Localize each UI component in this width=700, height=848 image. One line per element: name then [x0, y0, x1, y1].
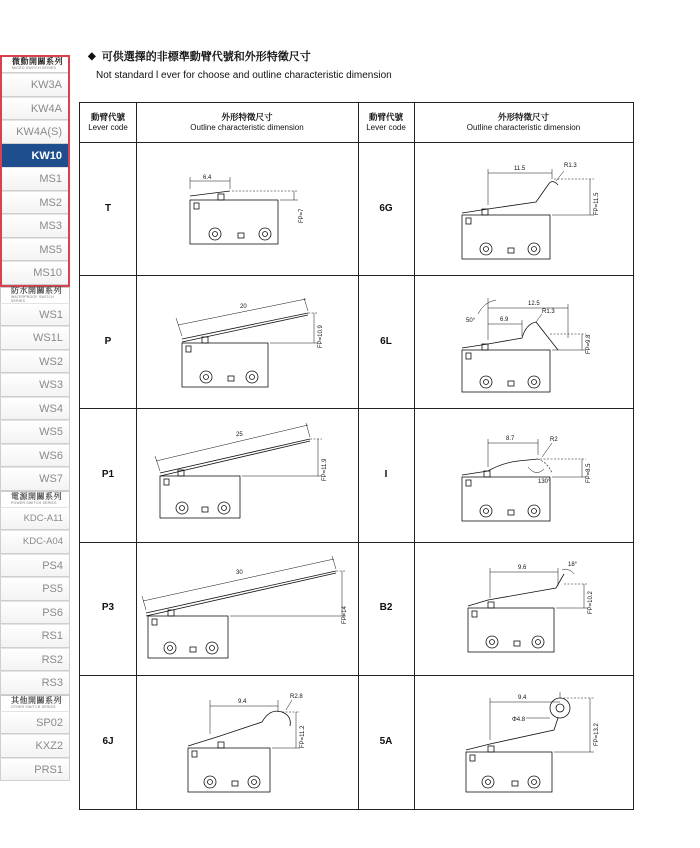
- diagram-p3: [140, 544, 354, 672]
- nav-item-ps4[interactable]: PS4: [0, 554, 70, 578]
- dim-length: 20: [240, 304, 247, 310]
- nav-item-kw10[interactable]: KW10: [2, 144, 68, 168]
- nav-item-ws4[interactable]: WS4: [0, 397, 70, 421]
- dim-length: 25: [236, 432, 243, 438]
- diagram-t: [140, 145, 354, 273]
- diamond-bullet-icon: ◆: [88, 50, 96, 62]
- diagram-b2: [418, 544, 632, 672]
- lever-code-i: I: [384, 469, 388, 480]
- lever-code-6j: 6J: [102, 736, 114, 747]
- nav-item-ws7[interactable]: WS7: [0, 467, 70, 491]
- micro-switch-group-title: [2, 57, 68, 73]
- dim-length: 12.5: [528, 301, 540, 307]
- dim-length: 6.4: [203, 175, 212, 181]
- lever-code-5a: 5A: [379, 736, 393, 747]
- dim-diameter: Φ4.8: [512, 717, 526, 723]
- diagram-p1: [140, 411, 354, 539]
- header-text-en: Outline characteristic dimension: [466, 122, 581, 132]
- lever-code-6g: 6G: [379, 203, 393, 214]
- dim-length: 9.6: [518, 565, 527, 571]
- dim-fp: FP=11.9: [322, 458, 328, 481]
- table-divider: [80, 408, 633, 409]
- group-title-en: MICRO SWITCH SERIES: [12, 66, 57, 71]
- header-text-zh: 外形特徵尺寸: [221, 111, 273, 122]
- dim-angle: 18°: [568, 562, 578, 568]
- group-title-zh: 電源開關系列: [11, 491, 62, 501]
- header-text-zh: 外形特徵尺寸: [497, 111, 549, 122]
- dim-fp: FP=10.2: [588, 591, 594, 614]
- group-title-zh: 防水開關系列: [11, 286, 62, 295]
- dim-angle: 50°: [466, 318, 476, 324]
- dim-length: 8.7: [506, 436, 515, 442]
- nav-item-ws2[interactable]: WS2: [0, 350, 70, 374]
- header-outline-left: [136, 103, 358, 142]
- header-text-zh: 動臂代號: [90, 111, 125, 122]
- group-title-en: WATERPROOF SWITCH SERIES: [11, 295, 54, 303]
- diagram-p: [140, 278, 354, 406]
- nav-item-ms10[interactable]: MS10: [2, 261, 68, 285]
- lever-code-6l: 6L: [380, 336, 392, 347]
- lever-code-p: P: [104, 336, 112, 347]
- lever-code-b2: B2: [379, 602, 393, 613]
- dim-fp: FP=14: [342, 606, 348, 624]
- dim-radius: R1.3: [542, 309, 555, 315]
- dim-length: 11.5: [514, 166, 526, 172]
- nav-item-ps6[interactable]: PS6: [0, 601, 70, 625]
- nav-item-ws5[interactable]: WS5: [0, 420, 70, 444]
- dim-fp: FP=11.5: [594, 192, 600, 215]
- page-subtitle: Not standard l ever for choose and outline characteristic dimension: [96, 70, 392, 81]
- nav-item-ps5[interactable]: PS5: [0, 577, 70, 601]
- table-divider: [80, 675, 633, 676]
- nav-item-ms1[interactable]: MS1: [2, 167, 68, 191]
- nav-item-ms5[interactable]: MS5: [2, 238, 68, 262]
- table-divider: [136, 103, 137, 809]
- diagram-i: [418, 411, 632, 539]
- nav-item-rs3[interactable]: RS3: [0, 671, 70, 695]
- dim-fp: FP=13.2: [594, 723, 600, 746]
- table-divider: [80, 275, 633, 276]
- table-divider: [414, 103, 415, 809]
- dim-fp: FP=8.5: [586, 463, 592, 483]
- diagram-5a: [418, 678, 632, 806]
- dim-fp: FP=9.8: [586, 334, 592, 354]
- micro-switch-group: [0, 55, 70, 287]
- page-header: [88, 48, 392, 81]
- group-title-zh: 微動開關系列: [12, 57, 63, 67]
- lever-code-p1: P1: [101, 469, 115, 480]
- page-title: [88, 48, 392, 64]
- dim-length: 9.4: [238, 699, 247, 705]
- other-group-title: [0, 695, 70, 711]
- nav-item-kw4a-s[interactable]: KW4A(S): [2, 120, 68, 144]
- nav-item-kw4a[interactable]: KW4A: [2, 97, 68, 121]
- header-text-en: Outline characteristic dimension: [190, 122, 304, 132]
- lever-code-t: T: [104, 203, 112, 214]
- nav-item-sp02[interactable]: SP02: [0, 711, 70, 735]
- lever-code-p3: P3: [101, 602, 115, 613]
- series-sidebar: [0, 55, 70, 781]
- dim-angle: 130°: [538, 479, 551, 485]
- dim-length: 9.4: [518, 695, 527, 701]
- dim-fp: FP=7: [299, 208, 305, 223]
- diagram-6g: [418, 145, 632, 273]
- nav-item-rs2[interactable]: RS2: [0, 648, 70, 672]
- diagram-6j: [140, 678, 354, 806]
- nav-item-ws3[interactable]: WS3: [0, 373, 70, 397]
- dim-radius: R2: [550, 437, 558, 443]
- table-divider: [80, 542, 633, 543]
- dim-fp: FP=10.9: [318, 325, 324, 348]
- nav-item-kdc-a11[interactable]: KDC-A11: [0, 507, 70, 531]
- dim-radius: R2.8: [290, 694, 303, 700]
- nav-item-kw3a[interactable]: KW3A: [2, 73, 68, 97]
- nav-item-ms3[interactable]: MS3: [2, 214, 68, 238]
- dim-length: 30: [236, 570, 243, 576]
- waterproof-group-title: [0, 287, 70, 303]
- table-divider: [80, 142, 633, 143]
- nav-item-ws6[interactable]: WS6: [0, 444, 70, 468]
- dim-radius: R1.3: [564, 163, 577, 169]
- diagram-6l: [418, 278, 632, 406]
- header-text-en: Lever code: [88, 122, 128, 132]
- header-lever-code-right: [358, 103, 414, 142]
- nav-item-kdc-a04[interactable]: KDC-A04: [0, 530, 70, 554]
- dim-length2: 6.9: [500, 317, 509, 323]
- group-title-zh: 其他開關系列: [11, 695, 62, 705]
- header-outline-right: [414, 103, 633, 142]
- group-title-en: POWER SWITCH SERIES: [11, 500, 57, 505]
- page-title-zh: 可供選擇的非標準動臂代號和外形特徵尺寸: [101, 51, 311, 63]
- group-title-en: OTHER SWITCH SERIES: [11, 704, 56, 709]
- header-text-zh: 動臂代號: [368, 111, 403, 122]
- power-group-title: [0, 491, 70, 507]
- nav-item-rs1[interactable]: RS1: [0, 624, 70, 648]
- header-text-en: Lever code: [366, 122, 406, 132]
- nav-item-ws1[interactable]: WS1: [0, 303, 70, 327]
- nav-item-prs1[interactable]: PRS1: [0, 758, 70, 782]
- nav-item-ms2[interactable]: MS2: [2, 191, 68, 215]
- lever-spec-table: [79, 102, 634, 810]
- header-lever-code-left: [80, 103, 136, 142]
- nav-item-ws1l[interactable]: WS1L: [0, 326, 70, 350]
- nav-item-kxz2[interactable]: KXZ2: [0, 734, 70, 758]
- dim-fp: FP=11.2: [300, 725, 306, 748]
